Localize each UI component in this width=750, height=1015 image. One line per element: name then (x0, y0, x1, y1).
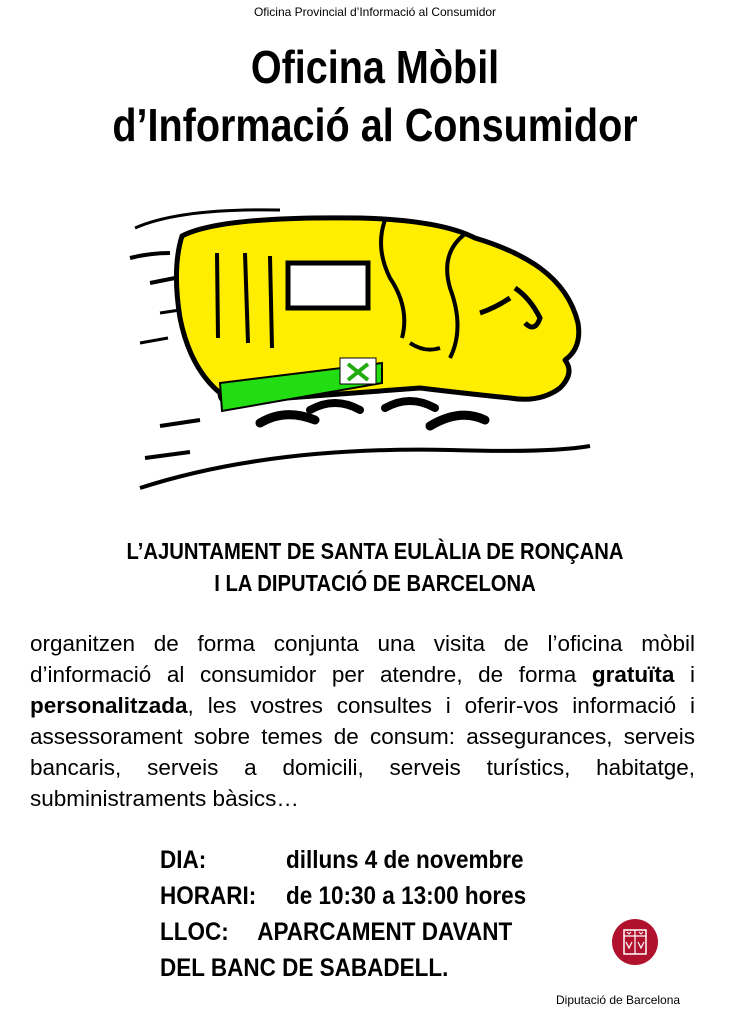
body-part-3: , les vostres consultes i oferir-vos informació i assessorament sobre temes de consum: assegurances, serveis bancaris, serveis a domicili, serveis turístics, habitatge, subministraments bàsics… (30, 693, 695, 811)
dia-row (160, 842, 574, 878)
horari-label: HORARI: (160, 882, 257, 910)
bold-personalitzada: personalitzada (30, 693, 188, 718)
bold-gratuita: gratuïta (591, 662, 675, 687)
lloc-row-2 (160, 950, 574, 986)
lloc-row (160, 914, 574, 950)
event-details (160, 842, 574, 986)
dia-value: dilluns 4 de novembre (286, 846, 524, 874)
organizers-heading (45, 535, 705, 599)
horari-value: de 10:30 a 13:00 hores (286, 882, 527, 910)
diputacio-seal-icon (611, 918, 659, 966)
title-line-1: Oficina Mòbil (250, 41, 500, 93)
title-line-2: d’Informació al Consumidor (112, 99, 638, 151)
dia-label: DIA: (160, 846, 207, 874)
lloc-value-2: DEL BANC DE SABADELL. (160, 954, 449, 982)
body-part-1: organitzen de forma conjunta una visita de l’oficina mòbil d’informació al consumidor per atendre, de forma (30, 631, 695, 687)
header-organization: Oficina Provincial d’Informació al Consumidor (253, 5, 497, 19)
bus-illustration-icon (120, 198, 610, 498)
heading-line-2: I LA DIPUTACIÓ DE BARCELONA (214, 570, 536, 596)
lloc-value: APARCAMENT DAVANT (257, 918, 513, 946)
lloc-label: LLOC: (160, 918, 229, 946)
footer-text: Diputació de Barcelona (556, 993, 681, 1007)
horari-row (160, 878, 574, 914)
heading-line-1: L’AJUNTAMENT DE SANTA EULÀLIA DE RONÇANA (126, 538, 624, 564)
description-paragraph (30, 628, 695, 814)
page-title (53, 38, 698, 154)
body-part-2: i (674, 662, 695, 687)
